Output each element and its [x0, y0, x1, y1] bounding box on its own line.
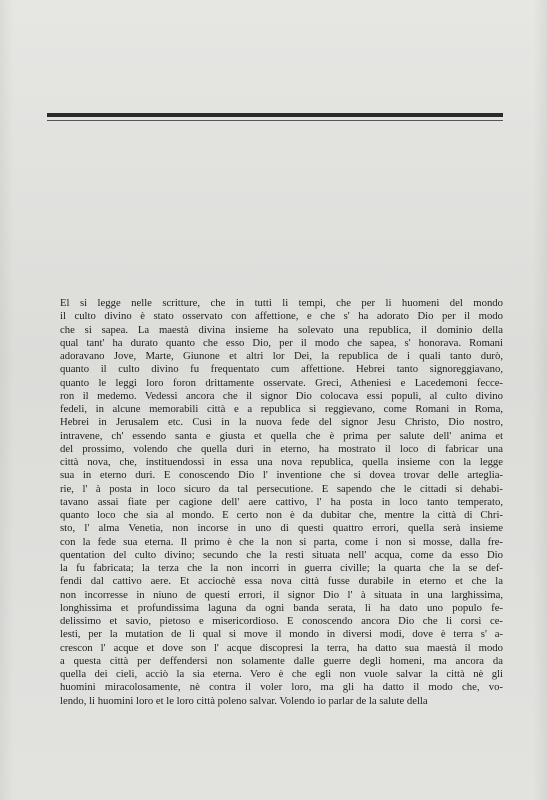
- text-line: sua in eterno duri. E conoscendo Dio l' inventione che si dovea trovar delle artegliа-: [60, 469, 503, 482]
- text-line: quella dei cieli, acciò la sia eterna. Vero è che egli non vuole salvar la città nè gli: [60, 668, 503, 680]
- text-line: rie, l' à posta in loco sicuro da tal persecutione. E sapendo che le cittadi si dehabi-: [60, 482, 503, 495]
- text-line: del prossimo, volendo che quella duri in eterno, ha mostrato il loco di fabricar una: [60, 442, 503, 455]
- header-rule-thin: [47, 120, 503, 121]
- text-line: sto, l' alma Venetia, non incorse in uno di questi quattro errori, quella serà insieme: [60, 522, 503, 535]
- text-line: quentation del culto divino; secundo che la resti situata nell' acqua, come da esso Dio: [60, 548, 503, 561]
- text-line: fedeli, in alcune memorabili città e a republica si reggievano, come Romani in Roma,: [60, 403, 503, 415]
- text-line: a questa città per deffendersi non solamente dalle guerre degli homeni, ma ancora da: [60, 654, 503, 667]
- text-line: crescon l' acque et dove son l' acque discopresi la terra, ha datto sua maestà il modo: [60, 641, 503, 654]
- text-line: Hebrei in Jerusalem etc. Cusì in la nuova fede del signor Jesu Christo, Dio nostro,: [60, 416, 503, 429]
- text-line: quanto loco che sia al mondo. E certo non è da dubitar che, mentre la città di Chri-: [60, 509, 503, 521]
- text-line: intravene, ch' essendo santa e giusta et quella che è prima per salute dell' anima et: [60, 429, 503, 442]
- text-line: la fu fabricata; la terza che la non incorri in guerra civille; la quarta che la se def-: [60, 562, 503, 574]
- text-line: El si legge nelle scritture, che in tutti li tempi, che per li huomeni del mondo: [60, 297, 503, 309]
- text-line: con la fede sua eterna. Il primo è che la non si parta, come i non si mosse, dalla fre-: [60, 535, 503, 548]
- text-line: che si sapea. La maestà divina insieme ha solevato una republica, il dominio della: [60, 323, 503, 336]
- body-paragraph: [60, 297, 503, 708]
- text-line: longhissima et profundissima laguna da ogni banda serata, li ha dato uno populo fe-: [60, 601, 503, 614]
- text-line: il culto divino è stato osservato con affettione, e che s' ha adorato Dio per il modo: [60, 310, 503, 323]
- text-line: qual tant' ha durato quanto che esso Dio, per il modo che sapea, s' honorava. Romani: [60, 336, 503, 349]
- text-line: non incorresse in niuno de questi errori, il signor Dio l' à situata in una larghissima,: [60, 588, 503, 601]
- text-line: ron il medemo. Vedessi ancora che il signor Dio colocava essi populi, al culto divino: [60, 389, 503, 402]
- text-line: fendi dal cattivo aere. Et acciochè essa nova città fusse durabile in eterno et che la: [60, 575, 503, 588]
- text-line: tavano assai fiate per cagione dell' aere cattivo, l' ha posta in loco tanto temperato,: [60, 495, 503, 508]
- header-rule-thick: [47, 113, 503, 117]
- text-line: delissimo et savio, pietoso e misericordioso. E conoscendo ancora Dio che li corsi ce-: [60, 615, 503, 627]
- text-line: lendo, li huomini loro et le loro città poleno salvar. Volendo io parlar de la salute della: [60, 694, 428, 707]
- text-line: huomini miracolosamente, nè contra il voler loro, ma gli ha datto il modo che, vo-: [60, 681, 503, 694]
- text-line: adoravano Jove, Marte, Giunone et altri lor Dei, la republica de i quali tanto durò,: [60, 350, 503, 362]
- text-line: quanto il culto divino fu frequentato cum affettione. Hebrei tanto signoreggiavano,: [60, 363, 503, 376]
- text-line: città nova, che, instituendossi in essa una nova republica, quella insieme con la legge: [60, 456, 503, 468]
- text-line: lesti, per la mutation de li qual si move il mondo in diversi modi, dove è terra s' a-: [60, 628, 503, 641]
- text-line: quanto le leggi loro foron drittamente osservate. Greci, Atheniesi e Lacedemoni fecce-: [60, 376, 503, 389]
